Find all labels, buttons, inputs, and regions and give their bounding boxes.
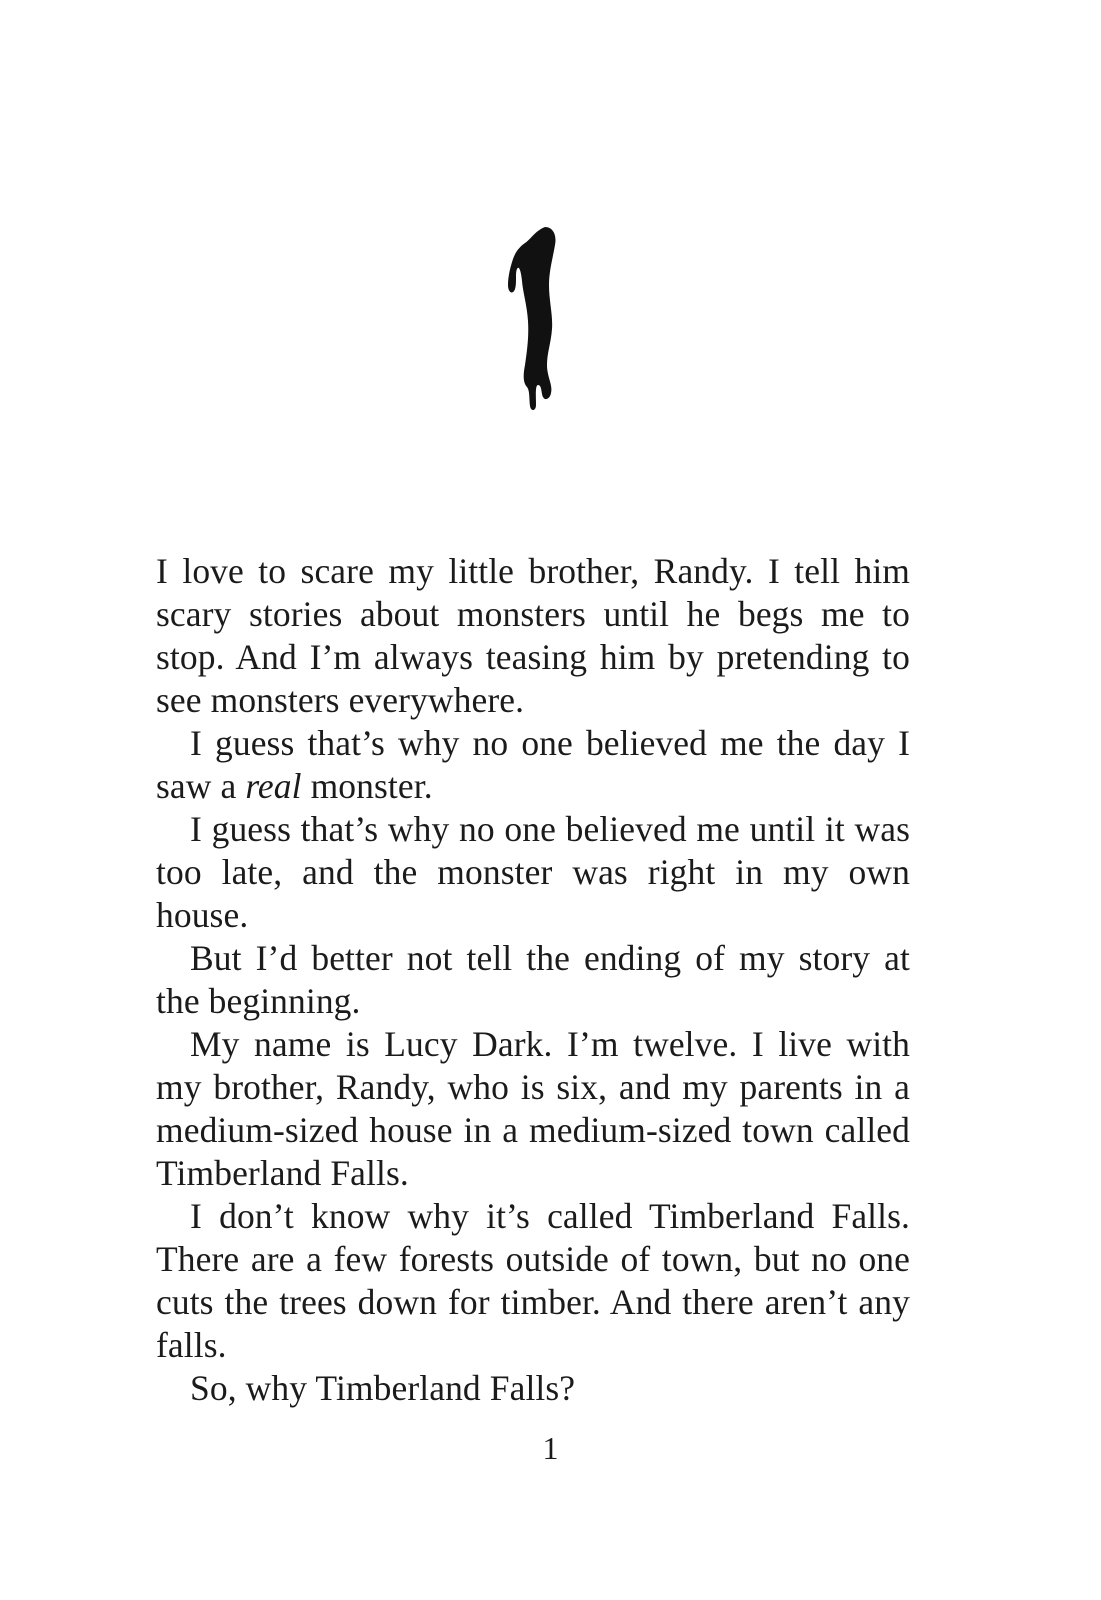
emphasized-word: real [245, 766, 302, 806]
paragraph: I guess that’s why no one believed me until it was too late, and the monster was right in my own house. [156, 809, 910, 935]
paragraph: I love to scare my little brother, Randy. I tell him scary stories about monsters until he begs me to stop. And I’m always teasing him by pretending to see monsters everywhere. [156, 551, 910, 720]
paragraph: So, why Timberland Falls? [190, 1368, 576, 1408]
paragraph: I don’t know why it’s called Timberland Falls. There are a few forests outside of town, but no one cuts the trees down for timber. And there aren’t any falls. [156, 1196, 910, 1365]
paragraph: I guess that’s why no one believed me the day I saw a real monster. [156, 723, 910, 806]
dripping-numeral-one-icon [505, 225, 561, 415]
paragraph: But I’d better not tell the ending of my story at the beginning. [156, 938, 910, 1021]
paragraph: My name is Lucy Dark. I’m twelve. I live with my brother, Randy, who is six, and my parents in a medium-sized house in a medium-sized town called Timberland Falls. [156, 1024, 910, 1193]
chapter-body-text [156, 550, 910, 1410]
page-number: 1 [542, 1430, 559, 1466]
